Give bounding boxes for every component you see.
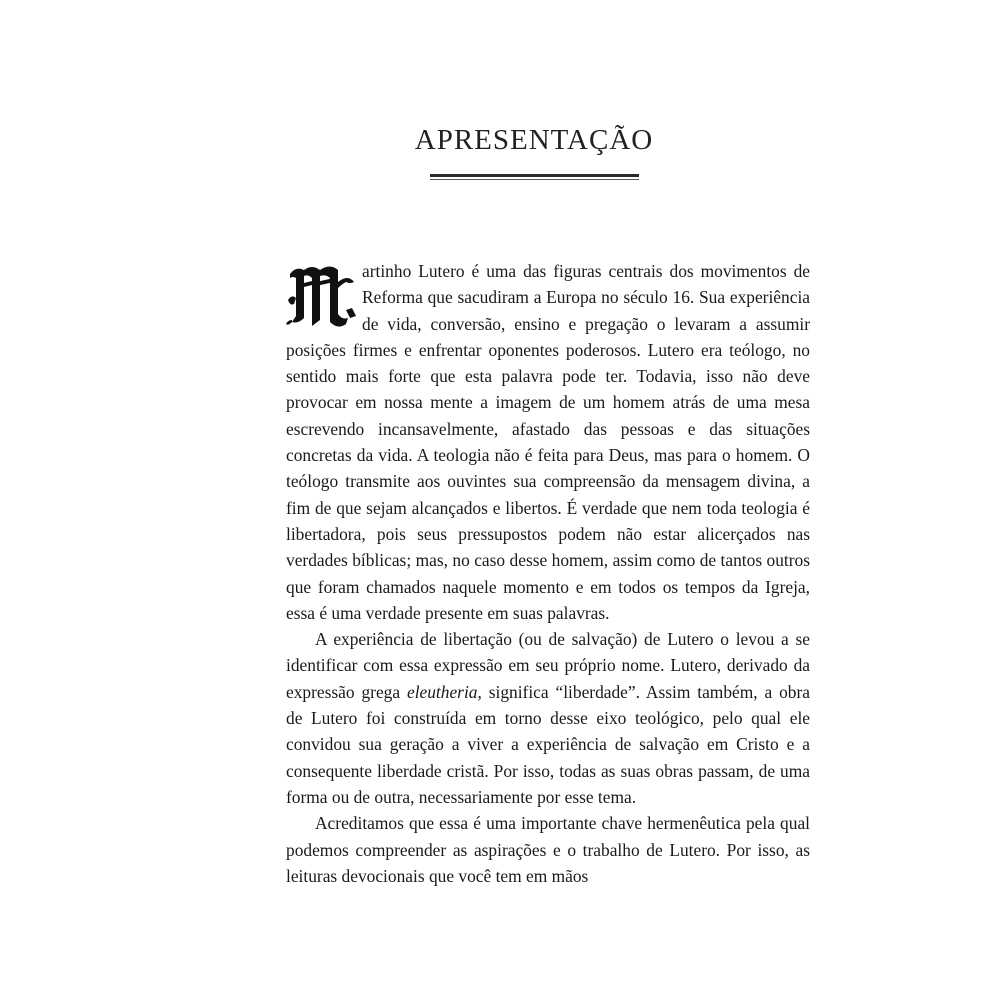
dropcap-m-icon xyxy=(286,260,358,330)
title-divider-thin xyxy=(430,179,639,180)
blackletter-m-icon xyxy=(286,260,358,330)
paragraph-1 xyxy=(286,258,810,626)
paragraph-2 xyxy=(286,626,810,810)
paragraph-2-text-a: A experiência de libertação (ou de salvação) de Lutero o levou a se identificar com essa expressão em seu próprio nome. Lutero, derivado da expressão grega xyxy=(286,629,810,702)
title-divider-thick xyxy=(430,174,639,177)
paragraph-1-text: artinho Lutero é uma das figuras centrais dos movimentos de Reforma que sacudiram a Europa no século 16. Sua experiência de vida, conversão, ensino e pregação o levaram a assumir posições firmes e enfrentar oponentes poderosos. Lutero era teólogo, no sentido mais forte que esta palavra pode ter. Todavia, isso não deve provocar em nossa mente a imagem de um homem atrás de uma mesa escrevendo incansavelmente, afastado das pessoas e das situações concretas da vida. A teologia não é feita para Deus, mas para o homem. O teólogo transmite aos ouvintes sua compreensão da mensagem divina, a fim de que sejam alcançados e libertos. É verdade que nem toda teologia é libertadora, pois seus pressupostos podem não estar alicerçados nas verdades bíblicas; mas, no caso desse homem, assim como de tantos outros que foram chamados naquele momento e em todos os tempos da Igreja, essa é uma verdade presente em suas palavras. xyxy=(286,261,810,623)
page-title: APRESENTAÇÃO xyxy=(414,124,654,156)
paragraph-3: Acreditamos que essa é uma importante chave hermenêutica pela qual podemos compreender as aspirações e o trabalho de Lutero. Por isso, as leituras devocionais que você tem em mãos xyxy=(286,813,810,886)
paragraph-2-italic-term: eleutheria xyxy=(406,681,478,702)
body-text xyxy=(286,258,810,889)
title-divider xyxy=(430,174,639,180)
paragraph-2-text-b: , significa “liberdade”. Assim também, a obra de Lutero foi construída em torno desse eixo teológico, pelo qual ele convidou sua geração a viver a experiência de salvação em Cristo e a consequente liberdade cristã. Por isso, todas as suas obras passam, de uma forma ou de outra, necessariamente por esse tema. xyxy=(286,681,810,807)
